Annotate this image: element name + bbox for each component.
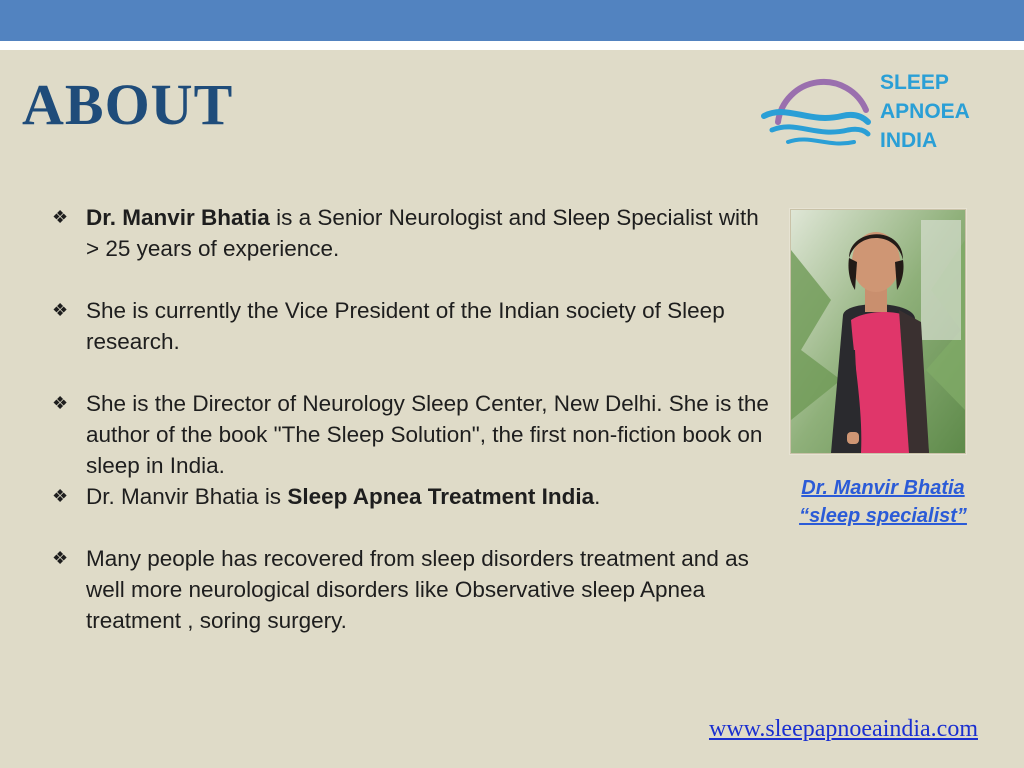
bullet-item-3 — [52, 388, 772, 481]
bullet-text-5: Many people has recovered from sleep disorders treatment and as well more neurological disorders like Observative sleep Apnea treatment , soring surgery. — [86, 546, 749, 633]
doctor-name-bold: Dr. Manvir Bhatia — [86, 205, 270, 230]
bullet-item-1 — [52, 202, 772, 264]
page-title: ABOUT — [22, 72, 234, 137]
bullet-text-4-pre: Dr. Manvir Bhatia is — [86, 484, 288, 509]
logo-line-1: SLEEP — [880, 71, 949, 94]
bullet-text-4-bold: Sleep Apnea Treatment India — [287, 484, 595, 509]
bullet-text-4-post: . — [594, 484, 601, 509]
bullet-item-5 — [52, 543, 772, 636]
diamond-bullet-icon: ❖ — [52, 393, 69, 413]
about-bullet-list — [52, 202, 772, 636]
photo-caption-link[interactable] — [783, 474, 983, 530]
diamond-bullet-icon: ❖ — [52, 300, 69, 320]
logo-line-2: APNOEA — [880, 100, 970, 123]
top-divider — [0, 41, 1024, 50]
bullet-text-3: She is the Director of Neurology Sleep Center, New Delhi. She is the author of the book "The Sleep Solution", the first non-fiction book on sleep in India. — [86, 391, 769, 478]
logo-text — [880, 68, 970, 155]
sleep-apnoea-logo-icon — [758, 60, 878, 160]
logo-line-3: INDIA — [880, 129, 938, 152]
sleep-apnoea-india-logo — [758, 60, 998, 160]
caption-name[interactable]: Dr. Manvir Bhatia — [801, 477, 965, 499]
top-banner — [0, 0, 1024, 41]
website-link[interactable]: www.sleepapnoeaindia.com — [708, 716, 978, 742]
bullet-item-2 — [52, 295, 772, 357]
bullet-item-4 — [52, 481, 772, 512]
caption-role[interactable]: “sleep specialist” — [799, 505, 967, 527]
diamond-bullet-icon: ❖ — [52, 207, 69, 227]
diamond-bullet-icon: ❖ — [52, 486, 69, 506]
bullet-text-2: She is currently the Vice President of the Indian society of Sleep research. — [86, 298, 725, 354]
diamond-bullet-icon: ❖ — [52, 548, 69, 568]
bullet-text-1: is a Senior Neurologist and Sleep Specialist with > 25 years of experience. — [86, 205, 759, 261]
doctor-portrait-photo — [790, 209, 966, 454]
